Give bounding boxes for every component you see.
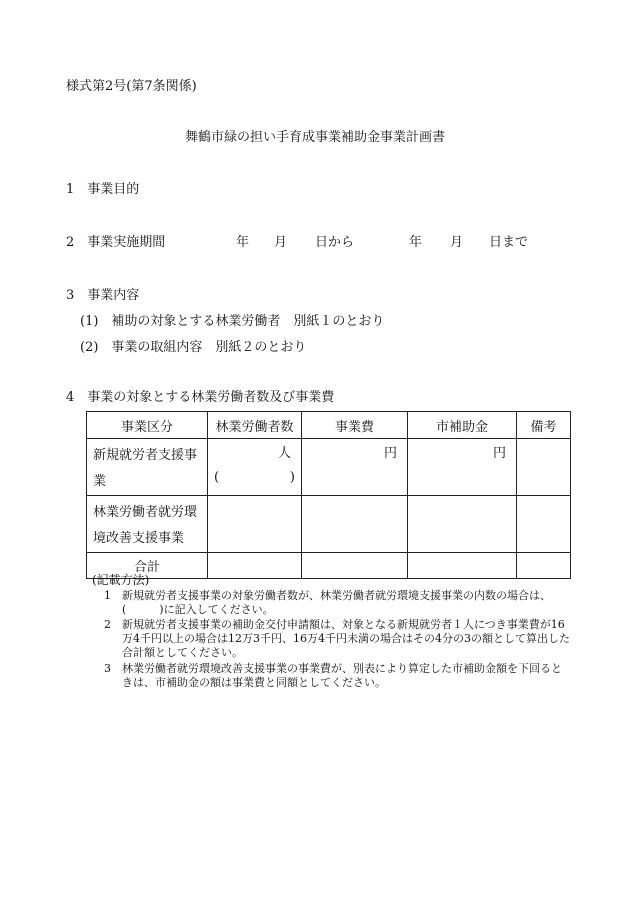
note-item-1 [104,589,570,617]
note-item-2 [104,618,570,660]
period-start-month: 月 [274,235,288,250]
row-total-remarks[interactable] [517,553,571,579]
section-period: 2 事業実施期間 [66,235,166,250]
note-number: 3 [104,662,111,675]
note-item-3 [104,662,570,690]
header-workers: 林業労働者数 [208,412,302,439]
period-start-year: 年 [236,235,250,250]
period-end-year: 年 [409,235,423,250]
row-total-subsidy[interactable] [408,553,517,579]
table-row [87,553,571,579]
document-title: 舞鶴市緑の担い手育成事業補助金事業計画書 [184,130,445,145]
header-cost: 事業費 [302,412,408,439]
row-new-worker-remarks[interactable] [517,439,571,496]
row-environment-workers[interactable] [208,496,302,553]
period-end-day: 日まで [489,235,529,250]
row-total-cost[interactable] [302,553,408,579]
workers-inner-count: ( ) [214,470,295,485]
note-number: 1 [104,589,111,602]
header-remarks: 備考 [517,412,571,439]
workers-unit: 人 [277,446,291,461]
header-category: 事業区分 [87,412,208,439]
section-content: 3 事業内容 [66,288,140,303]
section-workers-cost: 4 事業の対象とする林業労働者数及び事業費 [66,390,335,405]
cost-unit: 円 [383,446,397,461]
section-purpose: 1 事業目的 [66,182,140,197]
row-environment-remarks[interactable] [517,496,571,553]
form-label: 様式第2号(第7条関係) [66,79,197,94]
content-item-1: (1) 補助の対象とする林業労働者 別紙１のとおり [80,314,385,329]
row-total-workers[interactable] [208,553,302,579]
note-number: 2 [104,618,111,631]
row-new-worker-label: 新規就労者支援事業 [87,439,208,496]
notes-heading: (記載方法) [92,573,150,587]
table-header-row [87,412,571,439]
row-environment-cost[interactable] [302,496,408,553]
header-subsidy: 市補助金 [408,412,517,439]
table-row [87,439,571,496]
period-start-day: 日から [315,235,355,250]
row-environment-label: 林業労働者就労環境改善支援事業 [87,496,208,553]
row-environment-subsidy[interactable] [408,496,517,553]
row-new-worker-workers[interactable] [208,439,302,496]
period-end-month: 月 [450,235,464,250]
note-text: 林業労働者就労環境改善支援事業の事業費が、別表により算定した市補助金額を下回るときは、市補助金の額は事業費と同額としてください。 [122,662,562,689]
row-new-worker-subsidy[interactable] [408,439,517,496]
cost-table [86,411,571,579]
content-item-2: (2) 事業の取組内容 別紙２のとおり [80,340,307,355]
note-text: 新規就労者支援事業の補助金交付申請額は、対象となる新規就労者１人につき事業費が16万4千円以上の場合は12万3千円、16万4千円未満の場合はその4分の3の額として算出した合計額としてください。 [122,618,570,659]
row-new-worker-cost[interactable] [302,439,408,496]
subsidy-unit: 円 [492,446,506,461]
row-total-label: 合計 [87,553,208,579]
table-row [87,496,571,553]
note-text: 新規就労者支援事業の対象労働者数が、林業労働者就労環境支援事業の内数の場合は、( )に記入してください。 [122,589,551,616]
